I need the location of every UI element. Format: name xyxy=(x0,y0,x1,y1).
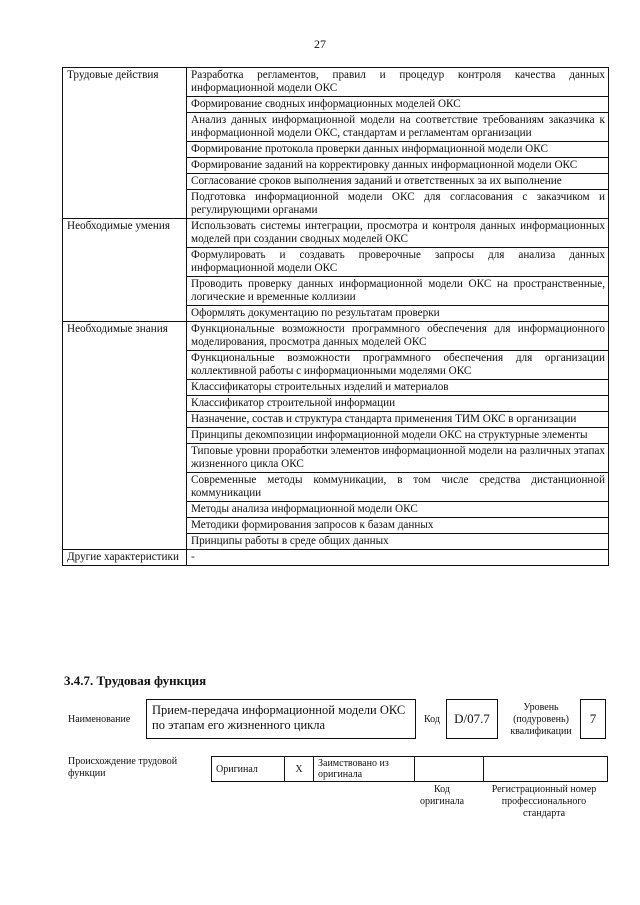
table-row xyxy=(63,68,609,97)
registration-number-cell xyxy=(484,757,608,782)
section-label: Необходимые умения xyxy=(63,219,187,322)
level-label: Уровень (подуровень) квалификации xyxy=(510,702,572,737)
code-label: Код xyxy=(424,714,440,725)
table-item: Методы анализа информационной модели ОКС xyxy=(187,502,609,518)
table-item: Типовые уровни проработки элементов информационной модели на различных этапах жизненного цикла ОКС xyxy=(187,444,609,473)
table-item: - xyxy=(187,550,609,566)
original-code-cell xyxy=(415,757,484,782)
registration-caption: Регистрационный номер профессионального стандарта xyxy=(491,784,597,819)
labor-function-table xyxy=(62,67,609,566)
code-caption: Код оригинала xyxy=(419,784,465,807)
table-item: Формирование заданий на корректировку данных информационной модели ОКС xyxy=(187,158,609,174)
origin-label: Происхождение трудовой функции xyxy=(68,756,178,779)
table-item: Принципы декомпозиции информационной модели ОКС на структурные элементы xyxy=(187,428,609,444)
table-item: Функциональные возможности программного обеспечения для информационного моделирования, просмотра данных моделей ОКС xyxy=(187,322,609,351)
origin-table xyxy=(211,756,608,782)
name-label: Наименование xyxy=(68,714,131,725)
function-name-field: Прием-передача информационной модели ОКС по этапам его жизненного цикла xyxy=(146,699,416,739)
table-item: Разработка регламентов, правил и процедур контроля качества данных информационной модели ОКС xyxy=(187,68,609,97)
qualification-level-field: 7 xyxy=(580,699,606,739)
page-number: 27 xyxy=(314,37,326,51)
table-item: Назначение, состав и структура стандарта применения ТИМ ОКС в организации xyxy=(187,412,609,428)
table-item: Методики формирования запросов к базам данных xyxy=(187,518,609,534)
table-item: Использовать системы интеграции, просмотра и контроля данных информационных моделей при создании сводных моделей ОКС xyxy=(187,219,609,248)
table-row xyxy=(63,550,609,566)
original-label: Оригинал xyxy=(212,757,285,782)
table-item: Оформлять документацию по результатам проверки xyxy=(187,306,609,322)
table-item: Функциональные возможности программного обеспечения для организации коллективной работы с информационными моделями ОКС xyxy=(187,351,609,380)
table-item: Анализ данных информационной модели на соответствие требованиям заказчика к информационной модели ОКС, стандартам и регламентам организации xyxy=(187,113,609,142)
table-item: Формирование сводных информационных моделей ОКС xyxy=(187,97,609,113)
section-label: Необходимые знания xyxy=(63,322,187,550)
table-item: Формулировать и создавать проверочные запросы для анализа данных информационной модели ОКС xyxy=(187,248,609,277)
table-item: Современные методы коммуникации, в том числе средства дистанционной коммуникации xyxy=(187,473,609,502)
table-row xyxy=(63,219,609,248)
section-label: Другие характеристики xyxy=(63,550,187,566)
table-item: Принципы работы в среде общих данных xyxy=(187,534,609,550)
table-item: Классификатор строительной информации xyxy=(187,396,609,412)
section-label: Трудовые действия xyxy=(63,68,187,219)
table-item: Согласование сроков выполнения заданий и ответственных за их выполнение xyxy=(187,174,609,190)
original-mark: X xyxy=(285,757,314,782)
table-item: Проводить проверку данных информационной модели ОКС на пространственные, логические и временные коллизии xyxy=(187,277,609,306)
table-row xyxy=(63,322,609,351)
section-title: 3.4.7. Трудовая функция xyxy=(64,673,207,688)
table-item: Подготовка информационной модели ОКС для согласования с заказчиком и регулирующими органами xyxy=(187,190,609,219)
table-item: Формирование протокола проверки данных информационной модели ОКС xyxy=(187,142,609,158)
table-item: Классификаторы строительных изделий и материалов xyxy=(187,380,609,396)
function-code-field: D/07.7 xyxy=(446,699,498,739)
borrowed-label: Заимствовано из оригинала xyxy=(314,757,415,782)
